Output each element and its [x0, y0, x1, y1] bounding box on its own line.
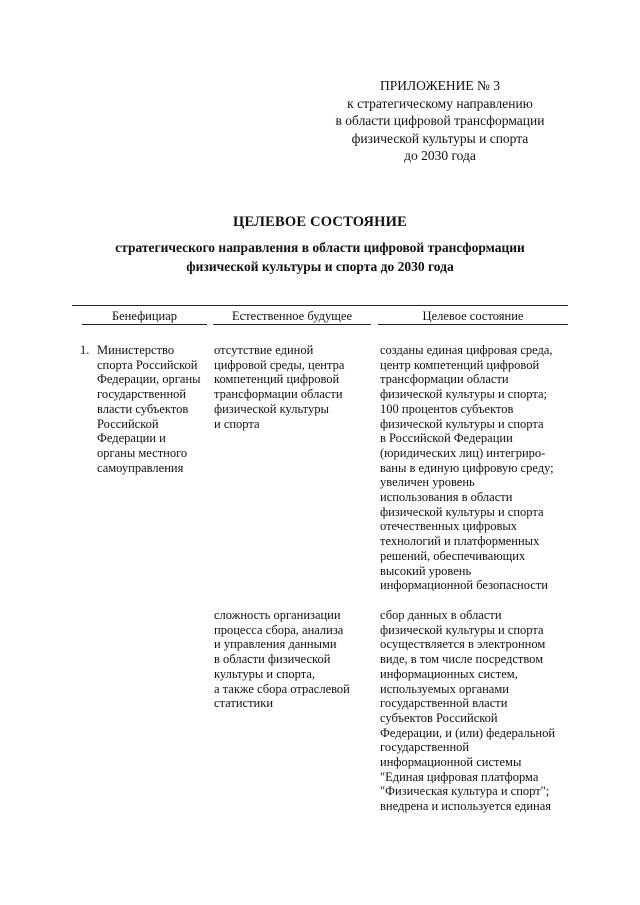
cell-line: Российской [97, 416, 159, 431]
cell-line: физической культуры и спорта [380, 504, 544, 519]
cell-line: государственной [97, 387, 187, 402]
cell-line: увеличен уровень [380, 475, 475, 490]
cell-line: "Единая цифровая платформа [380, 769, 539, 784]
cell-line: физической культуры и спорта; [380, 387, 548, 402]
cell-line: компетенций цифровой [214, 372, 340, 387]
cell-line: власти субъектов [97, 401, 189, 416]
cell-line: статистики [214, 696, 274, 711]
target-state-cell [380, 343, 554, 593]
cell-line: сложность организации [214, 608, 341, 622]
cell-line: созданы единая цифровая среда, [380, 343, 553, 357]
cell-line: осуществляется в электронном [380, 637, 546, 652]
cell-line: физической культуры [214, 401, 329, 416]
cell-line: используемых органами [380, 681, 509, 696]
beneficiary-cell [97, 343, 201, 475]
cell-line: внедрена и используется единая [380, 799, 552, 814]
target-state-cell [380, 608, 555, 814]
cell-line: отсутствие единой [214, 343, 314, 357]
cell-line: физической культуры и спорта [380, 416, 544, 431]
cell-line: Федерации, и (или) федеральной [380, 725, 556, 740]
appendix-header [300, 77, 580, 165]
header-underline-beneficiary [82, 324, 207, 325]
cell-line: субъектов Российской [380, 710, 498, 725]
cell-line: информационной системы [380, 755, 522, 770]
cell-line: высокий уровень [380, 563, 472, 578]
cell-line: информационных систем, [380, 666, 518, 681]
cell-line: решений, обеспечивающих [380, 548, 526, 563]
column-header-beneficiary: Бенефициар [111, 309, 178, 323]
cell-line: и управления данными [214, 637, 337, 652]
cell-line: физической культуры и спорта [380, 622, 544, 637]
subtitle-line: стратегического направления в области цифровой трансформации [115, 240, 525, 255]
cell-line: использования в области [380, 490, 513, 505]
cell-line: Министерство [97, 343, 175, 357]
cell-line: сбор данных в области [380, 608, 502, 622]
document-title: ЦЕЛЕВОЕ СОСТОЯНИЕ [232, 214, 408, 230]
cell-line: спорта Российской [97, 357, 198, 372]
cell-line: а также сбора отраслевой [214, 681, 350, 696]
appendix-line: в области цифровой трансформации [335, 113, 545, 128]
cell-line: и спорта [214, 416, 260, 431]
natural-future-cell [214, 343, 344, 431]
cell-line: процесса сбора, анализа [214, 622, 344, 637]
header-underline-target-state [378, 324, 568, 325]
cell-line: "Физическая культура и спорт"; [380, 784, 550, 799]
cell-line: отечественных цифровых [380, 519, 517, 534]
cell-line: государственной [380, 740, 470, 755]
cell-line: технологий и платформенных [380, 534, 540, 549]
appendix-line: физической культуры и спорта [351, 130, 529, 146]
header-underline-natural-future [213, 324, 371, 325]
document-subtitle [60, 238, 580, 276]
appendix-line: до 2030 года [404, 148, 476, 163]
appendix-line: ПРИЛОЖЕНИЕ № 3 [379, 78, 501, 93]
cell-line: ваны в единую цифровую среду; [380, 460, 554, 475]
cell-line: культуры и спорта, [214, 666, 316, 681]
cell-line: органы местного [97, 445, 188, 460]
appendix-line: к стратегическому направлению [347, 95, 533, 111]
cell-line: информационной безопасности [380, 578, 548, 593]
subtitle-line: физической культуры и спорта до 2030 года [186, 259, 454, 274]
cell-line: трансформации области [214, 387, 343, 402]
column-header-natural-future: Естественное будущее [231, 309, 353, 323]
column-header-target-state: Целевое состояние [422, 309, 524, 323]
cell-line: цифровой среды, центра [214, 357, 345, 372]
table-top-rule [72, 305, 568, 306]
natural-future-cell [214, 608, 350, 711]
cell-line: центр компетенций цифровой [380, 357, 540, 372]
cell-line: Федерации и [97, 431, 166, 446]
cell-line: трансформации области [380, 372, 509, 387]
row-number: 1. [80, 343, 90, 357]
cell-line: 100 процентов субъектов [380, 401, 514, 416]
cell-line: в области физической [214, 652, 331, 667]
cell-line: Федерации, органы [97, 372, 201, 387]
cell-line: в Российской Федерации [380, 431, 513, 446]
cell-line: виде, в том числе посредством [380, 652, 544, 667]
cell-line: самоуправления [97, 460, 184, 475]
cell-line: государственной власти [380, 696, 508, 711]
cell-line: (юридических лиц) интегриро- [380, 445, 546, 460]
